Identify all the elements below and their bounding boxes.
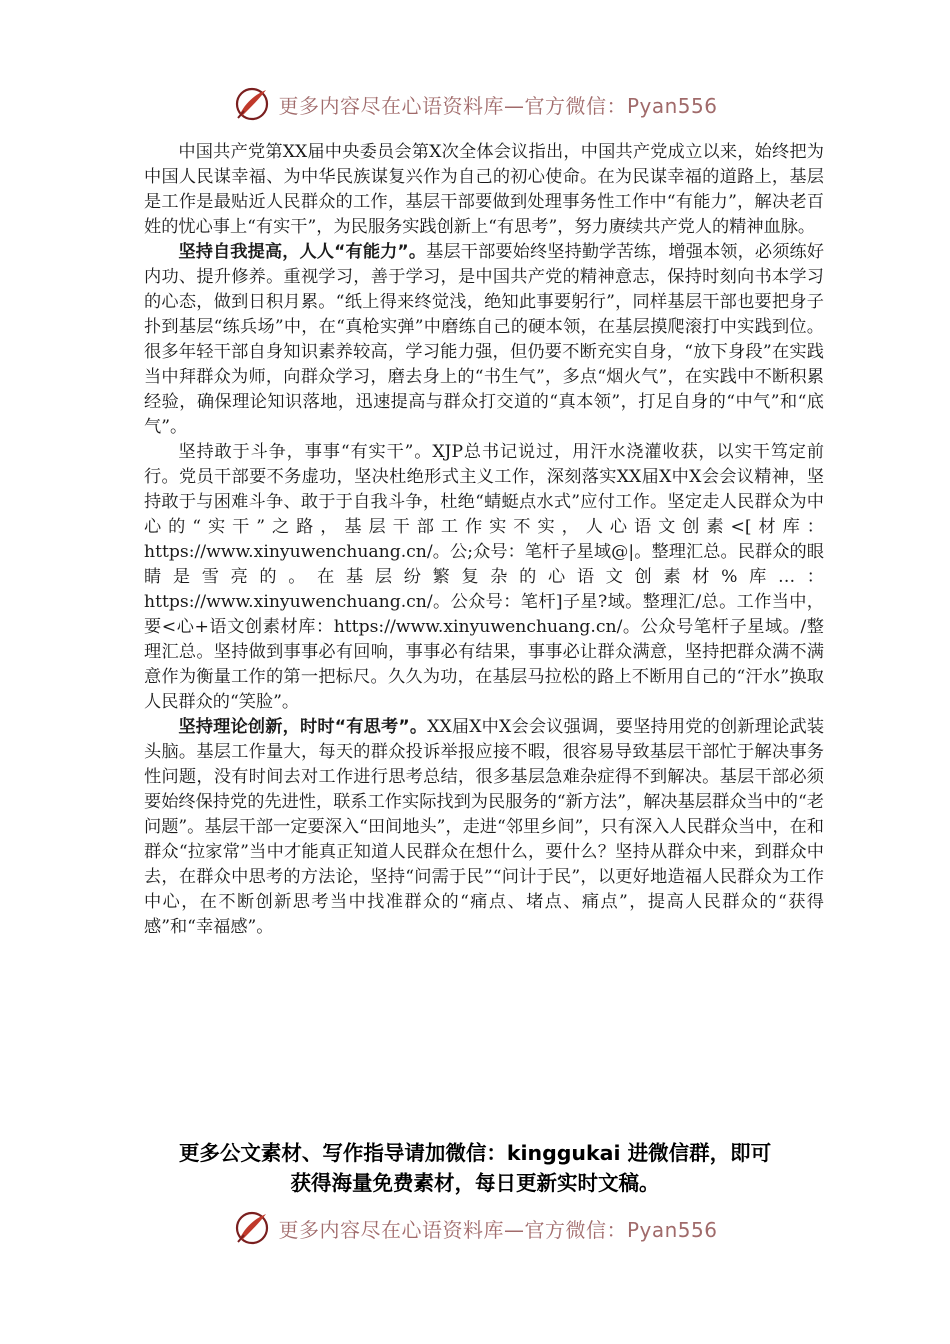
paragraph-thinking-body: XX届X中X会会议强调，要坚持用党的创新理论武装头脑。基层工作量大，每天的群众投诉举报应接不暇，很容易导致基层干部忙于解决事务性问题，没有时间去对工作进行思考总结，很多基层急难杂症得不到解决。基层干部必须要始终保持党的先进性，联系工作实际找到为民服务的“新方法”，解决基层群众当中的“老问题”。基层干部一定要深入“田间地头”，走进“邻里乡间”，只有深入人民群众当中，在和群众“拉家常”当中才能真正知道人民群众在想什么，要什么？坚持从群众中来，到群众中去，在群众中思考的方法论，坚持“问需于民”“问计于民”，以更好地造福人民群众为工作中心，在不断创新思考当中找准群众的“痛点、堵点、痛点”，提高人民群众的“获得感”和“幸福感”。 bbox=[144, 717, 825, 937]
paragraph-ability-body: 基层干部要始终坚持勤学苦练，增强本领，必须练好内功、提升修养。重视学习，善于学习，是中国共产党的精神意志，保持时刻向书本学习的心态，做到日积月累。“纸上得来终觉浅，绝知此事要躬行”，同样基层干部也要把身子扑到基层“练兵场”中，在“真枪实弹”中磨练自己的硬本领，在基层摸爬滚打中实践到位。很多年轻干部自身知识素养较高，学习能力强，但仍要不断充实自身，“放下身段”在实践当中拜群众为师，向群众学习，磨去身上的“书生气”，多点“烟火气”，在实践中不断积累经验，确保理论知识落地，迅速提高与群众打交道的“真本领”，打足自身的“中气”和“底气”。 bbox=[144, 242, 824, 437]
footer-banner-text: 更多内容尽在心语资料库—官方微信：Pyan556 bbox=[278, 1217, 718, 1242]
footer-line-2: 获得海量免费素材，每日更新实时文稿。 bbox=[290, 1171, 660, 1195]
paragraph-practice: 坚持敢于斗争，事事“有实干”。XJP总书记说过，用汗水浇灌收获，以实干笃定前行。党员干部要不务虚功，坚决杜绝形式主义工作，深刻落实XX届X中X会会议精神，坚持敢于与困难斗争、敢于于自我斗争，杜绝“蜻蜓点水式”应付工作。坚定走人民群众为中心的“实干”之路，基层干部工作实不实，人心语文创素<[材库：https://www.xinyuwenchuang.cn/。公;众号：笔杆子星域@|。整理汇总。民群众的眼睛是雪亮的。在基层纷繁复杂的心语文创素材%库…：https://www.xinyuwenchuang.cn/。公众号：笔杆]子星?域。整理汇/总。工作当中，要<心+语文创素材库：https://www.xinyuwenchuang.cn/。公众号笔杆子星域。/整理汇总。坚持做到事事必有回响，事事必有结果，事事必让群众满意，坚持把群众满不满意作为衡量工作的第一把标尺。久久为功，在基层马拉松的路上不断用自己的“汗水”换取人民群众的“笑脸”。 bbox=[144, 442, 824, 712]
article-body bbox=[144, 140, 824, 940]
pen-logo-icon bbox=[232, 1208, 272, 1248]
paragraph-thinking bbox=[144, 715, 824, 940]
footer-note bbox=[120, 1138, 830, 1198]
paragraph-ability bbox=[144, 240, 824, 440]
heading-ability: 坚持自我提高，人人“有能力”。 bbox=[178, 242, 427, 262]
paragraph-intro: 中国共产党第XX届中央委员会第X次全体会议指出，中国共产党成立以来，始终把为中国人民谋幸福、为中华民族谋复兴作为自己的初心使命。在为民谋幸福的道路上，基层是工作是最贴近人民群众的工作，基层干部要做到处理事务性工作中“有能力”，解决老百姓的忧心事上“有实干”，为民服务实践创新上“有思考”，努力赓续共产党人的精神血脉。 bbox=[144, 142, 824, 237]
footer-banner bbox=[0, 1208, 950, 1248]
header-banner-text: 更多内容尽在心语资料库—官方微信：Pyan556 bbox=[278, 93, 718, 118]
heading-thinking: 坚持理论创新，时时“有思考”。 bbox=[178, 717, 428, 737]
header-banner bbox=[0, 84, 950, 124]
pen-logo-icon bbox=[232, 84, 272, 124]
footer-line-1: 更多公文素材、写作指导请加微信：kinggukai 进微信群，即可 bbox=[178, 1141, 772, 1165]
